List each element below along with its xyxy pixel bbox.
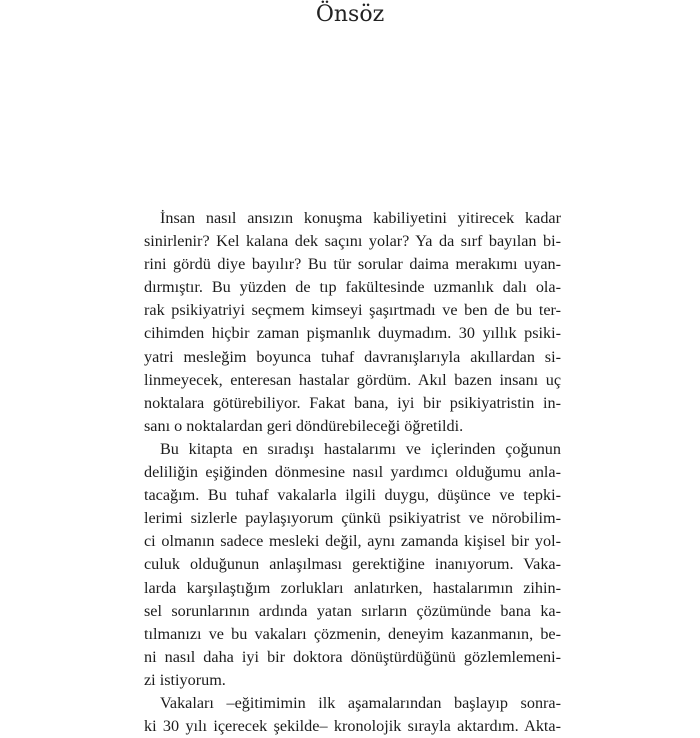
text-line: rak psikiyatriyi seçmem kimseyi şaşırtmadı ve ben de bu ter- [144,301,561,320]
text-line: zi istiyorum. [144,670,226,689]
preface-body [144,207,561,738]
text-line: lerimi sizlerle paylaşıyorum çünkü psikiyatrist ve nörobilim- [144,509,561,528]
paragraph-2 [144,438,561,692]
text-line: cihimden hiçbir zaman pişmanlık duymadım. 30 yıllık psiki- [144,324,561,343]
page-title: Önsöz [315,2,385,27]
text-line: yatri mesleğim boyunca tuhaf davranışlarıyla akıllardan si- [144,347,561,366]
text-line: Bu kitapta en sıradışı hastalarımı ve içlerinden çoğunun [160,439,561,458]
text-line: tılmanızı ve bu vakaları çözmenin, deneyim kazanmanın, be- [144,624,561,643]
text-line: sinirlenir? Kel kalana dek saçını yolar? Ya da sırf bayılan bi- [144,232,561,251]
text-line: larda karşılaştığım zorlukları anlatırken, hastalarımın zihin- [144,578,561,597]
text-line: tacağım. Bu tuhaf vakalarla ilgili duygu, düşünce ve tepki- [144,486,561,505]
text-line: ci olmanın sadece mesleki değil, aynı zamanda kişisel bir yol- [144,532,561,551]
text-line: noktalara götürebiliyor. Fakat bana, iyi bir psikiyatristin in- [144,393,561,412]
text-line: dırmıştır. Bu yüzden de tıp fakültesinde uzmanlık dalı ola- [144,278,561,297]
text-line: ni nasıl daha iyi bir doktora dönüştürdüğünü gözlemlemeni- [144,647,561,666]
text-line: Vakaları –eğitimimin ilk aşamalarından başlayıp sonra- [160,693,561,712]
text-line: ki 30 yılı içerecek şekilde– kronolojik sırayla aktardım. Akta- [144,717,561,736]
text-line: rini gördü diye bayılır? Bu tür sorular daima merakımı uyan- [144,255,561,274]
text-line: İnsan nasıl ansızın konuşma kabiliyetini yitirecek kadar [160,209,561,227]
text-line: culuk olduğunun anlaşılması gerektiğine inanıyorum. Vaka- [144,555,561,574]
text-line: deliliğin eşiğinden dönmesine nasıl yardımcı olduğumu anla- [144,463,561,482]
text-line: sel sorunlarının ardında yatan sırların çözümünde bana ka- [144,601,561,620]
paragraph-3 [144,692,561,738]
text-line: linmeyecek, enteresan hastalar gördüm. Akıl bazen insanı uç [144,370,561,389]
paragraph-1 [144,207,561,438]
text-line: sanı o noktalardan geri döndürebileceği öğretildi. [144,416,464,435]
